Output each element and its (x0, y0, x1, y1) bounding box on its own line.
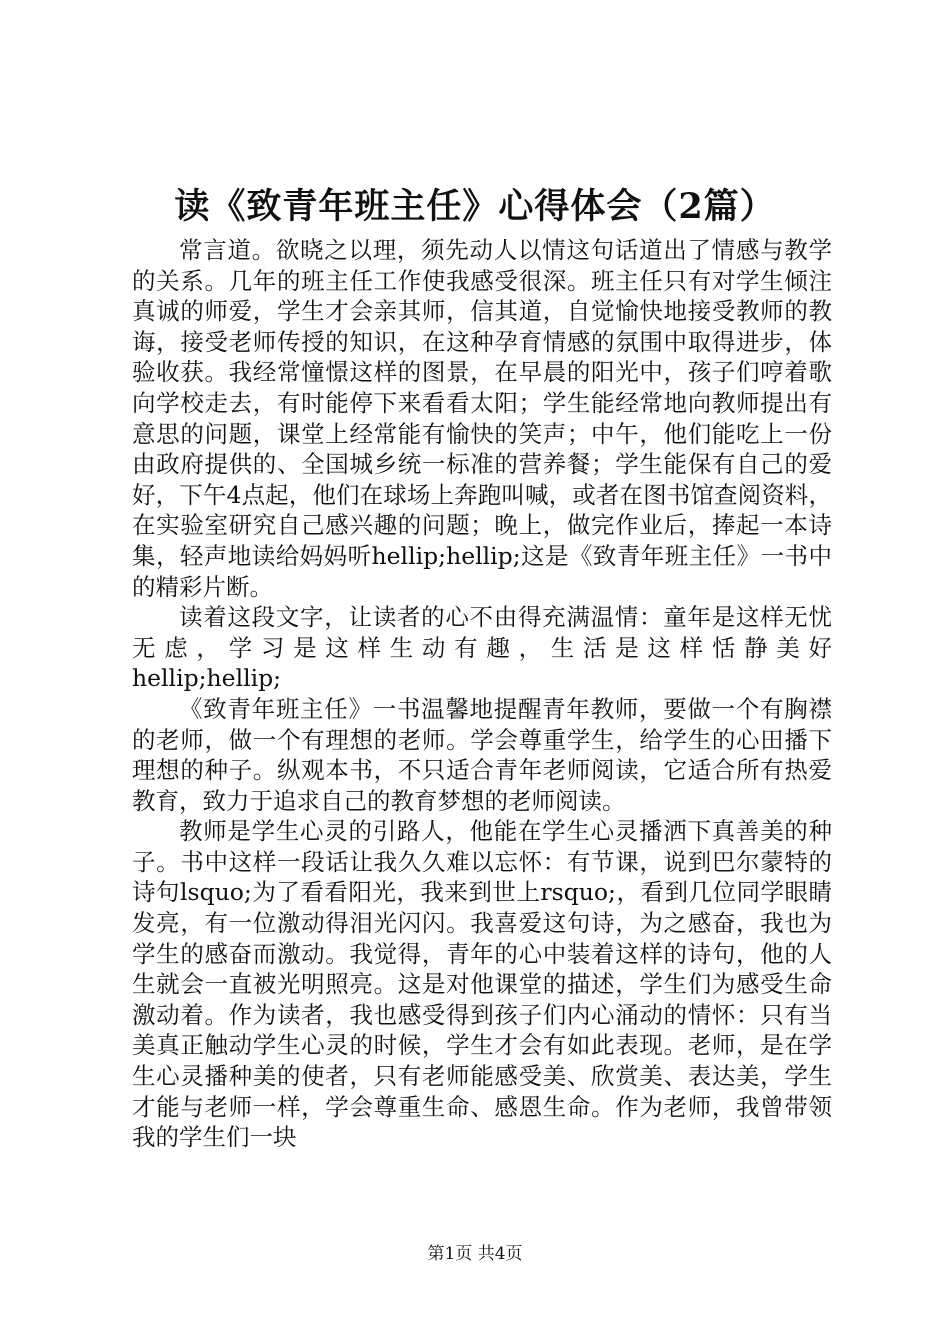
paragraph-3: 《致青年班主任》一书温馨地提醒青年教师，要做一个有胸襟的老师，做一个有理想的老师。学会尊重学生，给学生的心田播下理想的种子。纵观本书，不只适合青年老师阅读，它适合所有热爱教育，致力于追求自己的教育梦想的老师阅读。 (132, 694, 832, 815)
page-number-footer: 第1页 共4页 (427, 1244, 523, 1264)
paragraph-4: 教师是学生心灵的引路人，他能在学生心灵播洒下真善美的种子。书中这样一段话让我久久难以忘怀：有节课，说到巴尔蒙特的诗句lsquo;为了看看阳光，我来到世上rsquo;，看到几位同学眼睛发亮，有一位激动得泪光闪闪。我喜爱这句诗，为之感奋，我也为学生的感奋而激动。我觉得，青年的心中装着这样的诗句，他的人生就会一直被光明照亮。这是对他课堂的描述，学生们为感受生命激动着。作为读者，我也感受得到孩子们内心涌动的情怀：只有当美真正触动学生心灵的时候，学生才会有如此表现。老师，是在学生心灵播种美的使者，只有老师能感受美、欣赏美、表达美，学生才能与老师一样，学会尊重生命、感恩生命。作为老师，我曾带领我的学生们一块 (132, 817, 832, 1152)
paragraph-2: 读着这段文字，让读者的心不由得充满温情：童年是这样无忧无虑，学习是这样生动有趣，生活是这样恬静美好 (132, 603, 832, 662)
paragraph-1: 常言道。欲晓之以理，须先动人以情这句话道出了情感与教学的关系。几年的班主任工作使我感受很深。班主任只有对学生倾注真诚的师爱，学生才会亲其师，信其道，自觉愉快地接受教师的教诲，接受老师传授的知识，在这种孕育情感的氛围中取得进步，体验收获。我经常憧憬这样的图景，在早晨的阳光中，孩子们哼着歌向学校走去，有时能停下来看看太阳；学生能经常地向教师提出有意思的问题，课堂上经常能有愉快的笑声；中午，他们能吃上一份由政府提供的、全国城乡统一标准的营养餐；学生能保有自己的爱好，下午4点起，他们在球场上奔跑叫喊，或者在图书馆查阅资料，在实验室研究自己感兴趣的问题；晚上，做完作业后，捧起一本诗集，轻声地读给妈妈听hellip;hellip;这是《致青年班主任》一书中的精彩片断。 (132, 236, 832, 601)
document-title: 读《致青年班主任》心得体会（2篇） (174, 186, 776, 227)
paragraph-2-continuation: hellip;hellip; (132, 664, 282, 693)
document-body (132, 235, 832, 1153)
